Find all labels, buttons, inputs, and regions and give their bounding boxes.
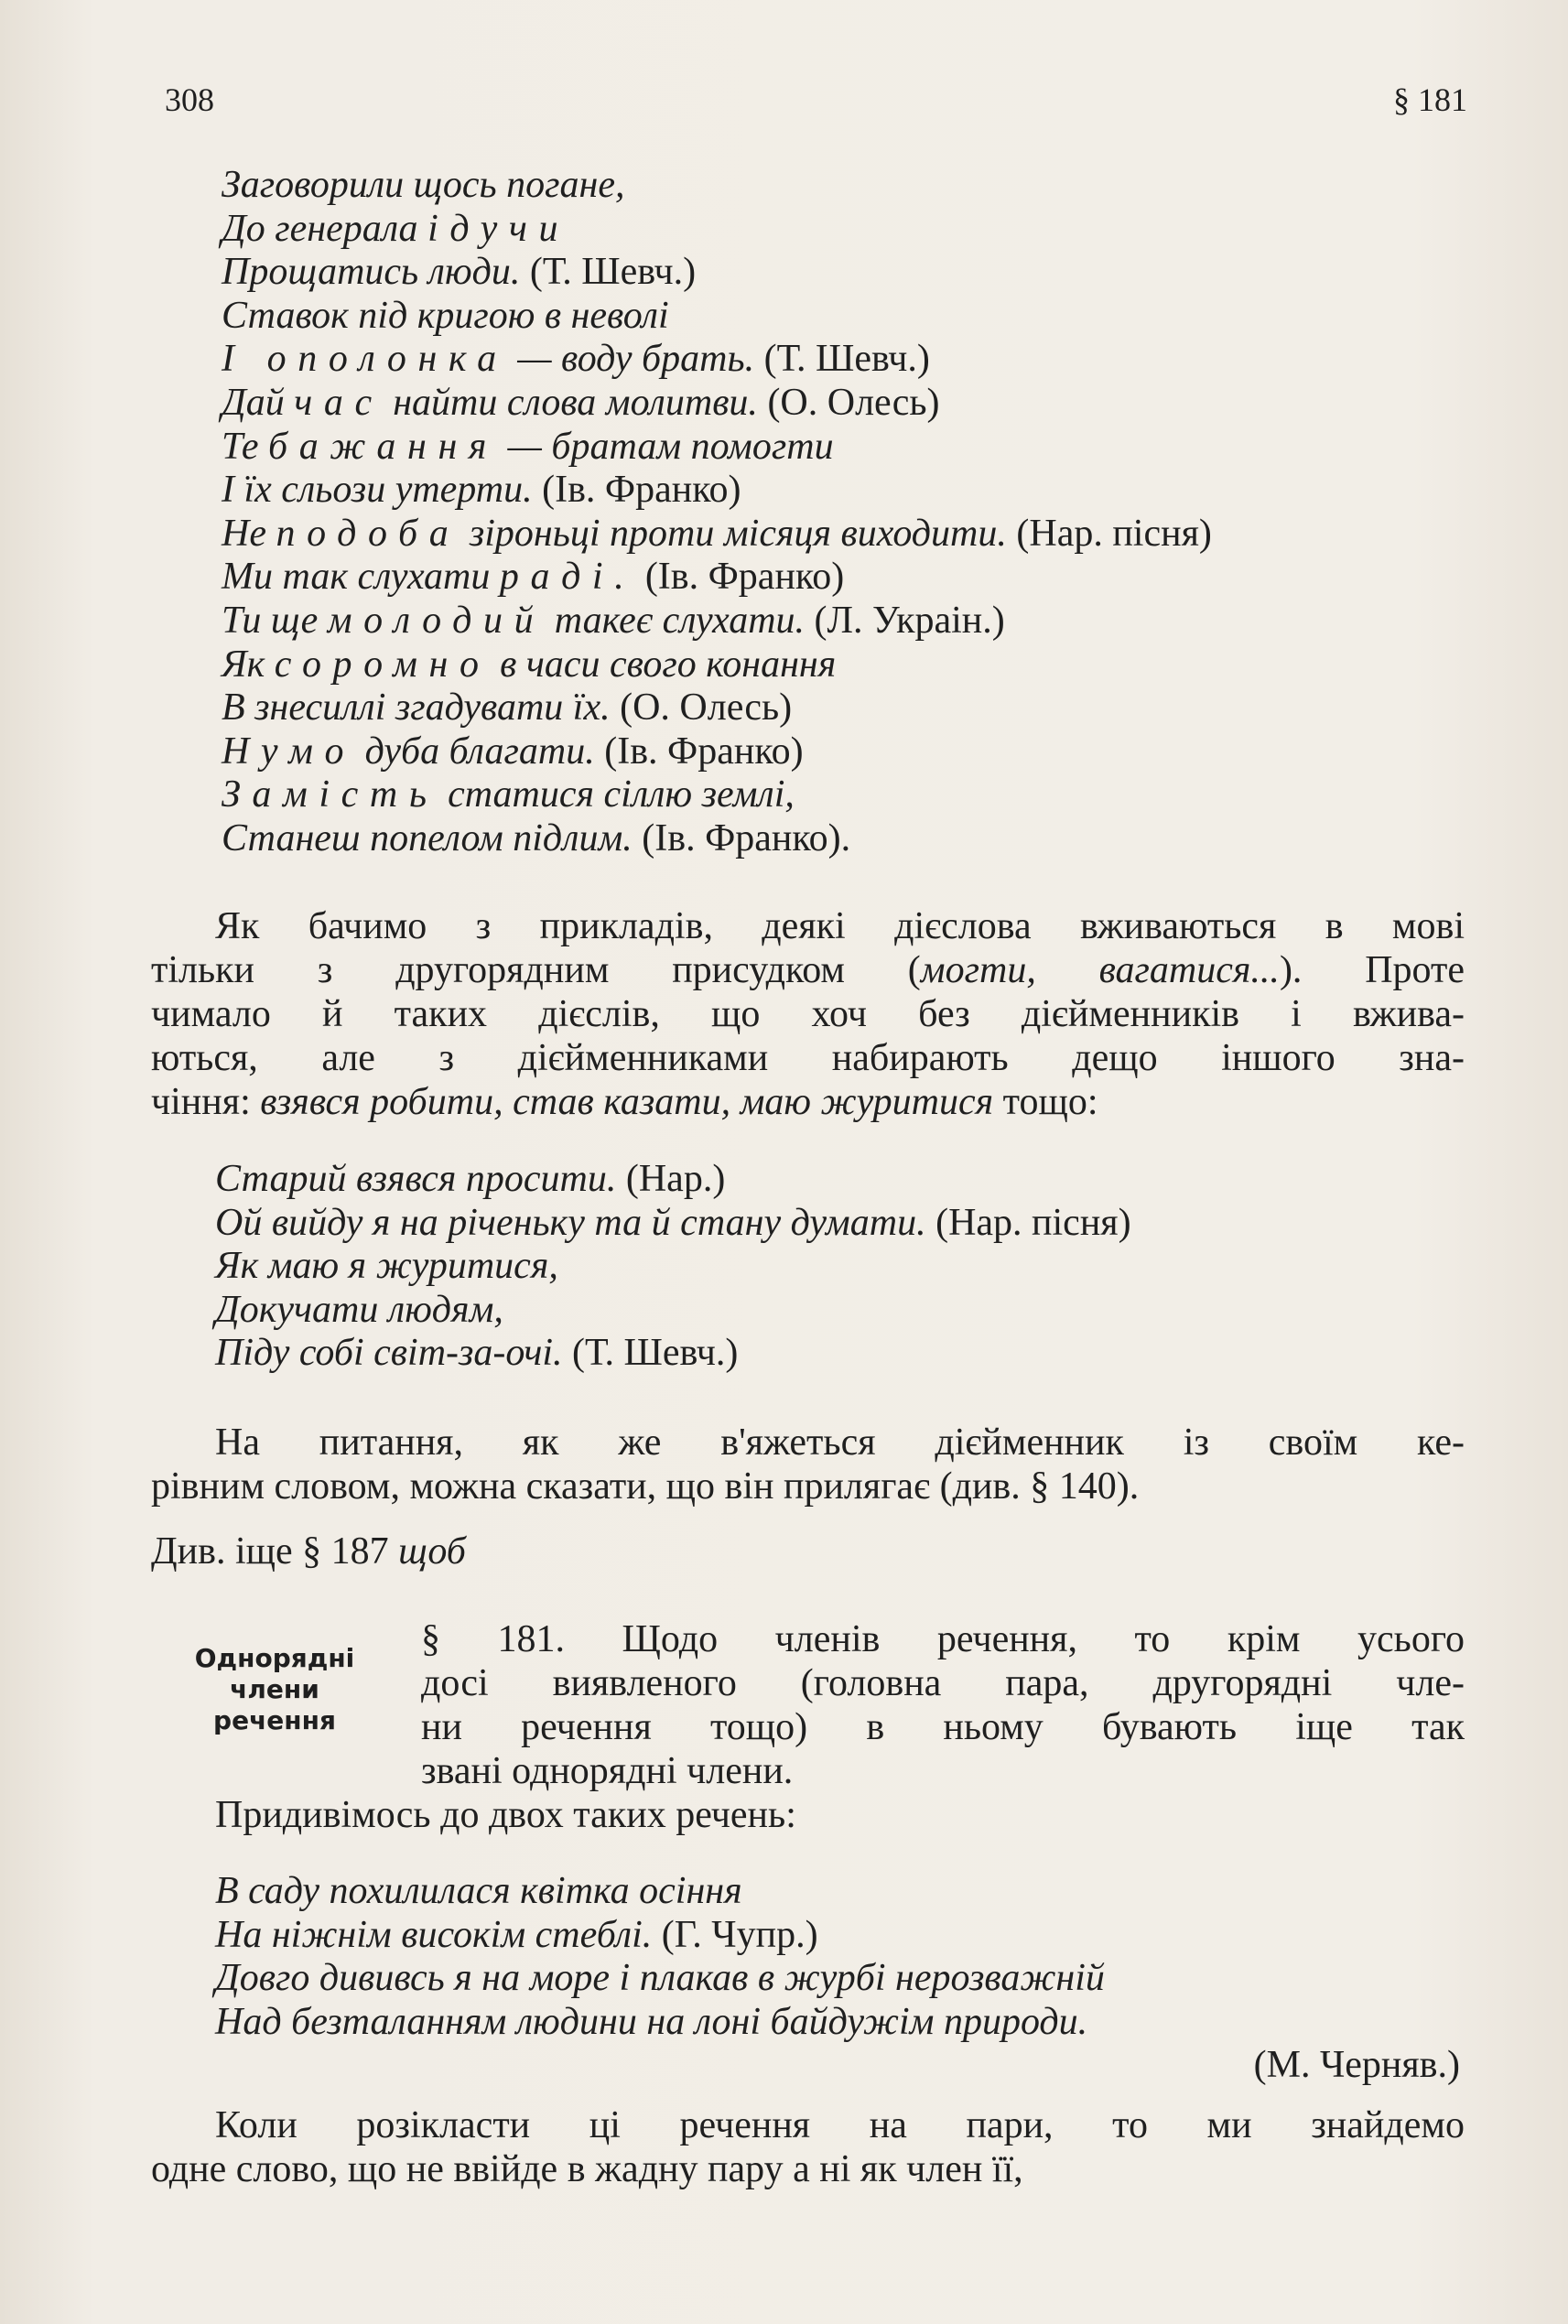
poem-line <box>215 1913 818 1957</box>
poem-text: Довго дививсь я на море і плакав в журбі нерозважній <box>215 1957 1105 2000</box>
poem-text: Те <box>222 425 268 468</box>
poem-text: статися сіллю землі, <box>438 773 795 816</box>
poem-line <box>222 555 844 599</box>
attribution: (О. Олесь) <box>757 382 940 424</box>
spaced-word: молодий <box>327 600 546 642</box>
poem-line <box>222 468 741 512</box>
poem-line <box>215 1331 738 1375</box>
poem-line <box>222 730 804 773</box>
poem-line <box>222 381 940 425</box>
poem-line <box>222 816 850 860</box>
poem-text: Піду собі світ-за-очі. <box>215 1332 563 1375</box>
text-line: одне слово, що не ввійде в жадну пару а ні як член її, <box>151 2148 1023 2190</box>
spaced-word: І ополонка <box>222 338 508 381</box>
text-line: рівним словом, можна сказати, що він прилягає (див. § 140). <box>151 1465 1140 1508</box>
attribution-chernyav: (М. Черняв.) <box>1253 2044 1460 2086</box>
poem-line <box>222 294 669 338</box>
section-181-intro: Придивімось до двох таких речень: <box>215 1794 796 1836</box>
italic-example: могти, вагатися... <box>920 949 1280 991</box>
attribution: (Т. Шевч.) <box>520 251 697 294</box>
poem-text: Як <box>222 643 275 686</box>
poem-text: найти слова молитви. <box>383 382 758 424</box>
poem-line <box>222 425 834 469</box>
poem-line <box>222 207 569 251</box>
poem-text: Не <box>222 512 276 555</box>
running-section: § 181 <box>1393 81 1467 118</box>
side-title-line-3: речення <box>213 1705 336 1735</box>
paragraph-verbs-usage <box>151 904 1465 1124</box>
spaced-word: раді. <box>499 556 636 599</box>
poem-text: такеє слухати. <box>545 600 806 642</box>
poem-text: Прощатись люди. <box>222 251 521 294</box>
attribution: (О. Олесь) <box>610 686 793 730</box>
text-line: чіння: взявся робити, став казати, маю журитися тощо: <box>151 1081 1098 1123</box>
poem-text: В знесиллі згадувати їх. <box>222 686 611 730</box>
attribution: (Ів. Франко) <box>532 469 741 512</box>
poem-text: В саду похилилася квітка осіння <box>215 1870 742 1912</box>
attribution: (Нар. пісня) <box>1006 512 1212 555</box>
page-header <box>165 81 1467 126</box>
attribution: (Г. Чупр.) <box>652 1913 818 1956</box>
poem-text: Ти ще <box>222 600 328 642</box>
paragraph-pairs <box>151 2103 1465 2191</box>
section-181-paragraph <box>421 1617 1465 1793</box>
text-line: звані однорядні члени. <box>421 1750 794 1792</box>
poem-line <box>222 599 1005 643</box>
poem-text: дуба благати. <box>355 730 595 773</box>
poem-line <box>215 1956 1105 2000</box>
spaced-word: ідучи <box>427 207 570 250</box>
text-line: ни речення тощо) в ньому бувають іще так <box>421 1706 1465 1748</box>
poem-text: До генерала <box>222 207 428 250</box>
paragraph-infinitive-link <box>151 1421 1465 1508</box>
side-title-line-1: Однорядні <box>194 1643 355 1673</box>
poem-text: Старий взявся просити. <box>215 1158 617 1200</box>
poem-line <box>222 337 930 381</box>
text-line: ються, але з дієйменниками набирають дещо іншого зна- <box>151 1037 1465 1079</box>
poem-text: На ніжнім високім стеблі. <box>215 1913 653 1956</box>
poem-text: в часи свого конання <box>490 643 837 686</box>
poem-text: Заговорили щось погане, <box>222 164 625 206</box>
poem-line <box>222 643 836 686</box>
spaced-word: Замість <box>222 773 438 816</box>
poem-line <box>222 686 792 730</box>
poem-line <box>222 163 625 207</box>
poem-text: Дай <box>222 382 295 424</box>
poem-text: Ми так слухати <box>222 556 500 599</box>
poem-line <box>222 250 696 294</box>
poem-text: Ставок під кригою в неволі <box>222 294 669 337</box>
poem-line <box>215 1244 558 1288</box>
side-title-line-2: члени <box>230 1674 319 1704</box>
poem-text: Над безталанням людини на лоні байдужім природи. <box>215 2000 1088 2043</box>
attribution: (Нар. пісня) <box>925 1201 1131 1244</box>
poem-text: Станеш попелом підлим. <box>222 817 633 859</box>
poem-text: Докучати людям, <box>215 1288 503 1331</box>
poem-text: Ой вийду я на річеньку та й стану думати. <box>215 1201 926 1244</box>
poem-line <box>215 2000 1087 2044</box>
poem-line <box>222 512 1212 556</box>
attribution: (Нар.) <box>616 1158 726 1200</box>
text-line: тільки з другорядним присудком (могти, вагатися...). Проте <box>151 949 1465 991</box>
poem-line <box>215 1869 742 1913</box>
attribution: (Л. Украін.) <box>805 600 1005 642</box>
poem-text: — братам помогти <box>498 425 834 468</box>
text-line: досі виявленого (головна пара, другорядні чле- <box>421 1662 1465 1704</box>
italic-example: взявся робити, став казати, маю журитися <box>260 1081 994 1123</box>
attribution: (Т. Шевч.) <box>754 338 930 381</box>
text-line: чимало й таких дієслів, що хоч без дієйменників і вжива- <box>151 993 1465 1035</box>
attribution: (Ів. Франко) <box>635 556 845 599</box>
see-also-prefix: Див. іще § 187 <box>151 1530 399 1573</box>
attribution: (Ів. Франко) <box>594 730 804 773</box>
poem-line <box>215 1288 503 1332</box>
attribution: (Ів. Франко). <box>632 817 851 859</box>
spaced-word: час <box>294 382 384 424</box>
side-title <box>174 1643 375 1736</box>
page-number: 308 <box>165 81 214 118</box>
poem-text: І їх сльози утерти. <box>222 469 533 512</box>
text-line: § 181. Щодо членів речення, то крім усього <box>421 1618 1465 1660</box>
poem-text: Як маю я журитися, <box>215 1245 558 1288</box>
spaced-word: бажання <box>267 425 499 468</box>
see-also-note <box>151 1530 466 1573</box>
text-line: Як бачимо з прикладів, деякі дієслова вживаються в мові <box>215 905 1465 947</box>
poem-line <box>215 1201 1131 1245</box>
spaced-word: Нумо <box>222 730 356 773</box>
text-line: Коли розікласти ці речення на пари, то ми знайдемо <box>215 2104 1465 2146</box>
attribution: (Т. Шевч.) <box>562 1332 739 1375</box>
text-line: На питання, як же в'яжеться дієйменник із своїм ке- <box>215 1421 1465 1464</box>
poem-text: — воду брать. <box>507 338 755 381</box>
poem-line <box>222 773 795 816</box>
poem-text: зіроньці проти місяця виходити. <box>460 512 1007 555</box>
see-also-word: щоб <box>398 1530 466 1573</box>
poem-line <box>215 1157 725 1201</box>
spaced-word: соромно <box>274 643 491 686</box>
spaced-word: подоба <box>276 512 460 555</box>
